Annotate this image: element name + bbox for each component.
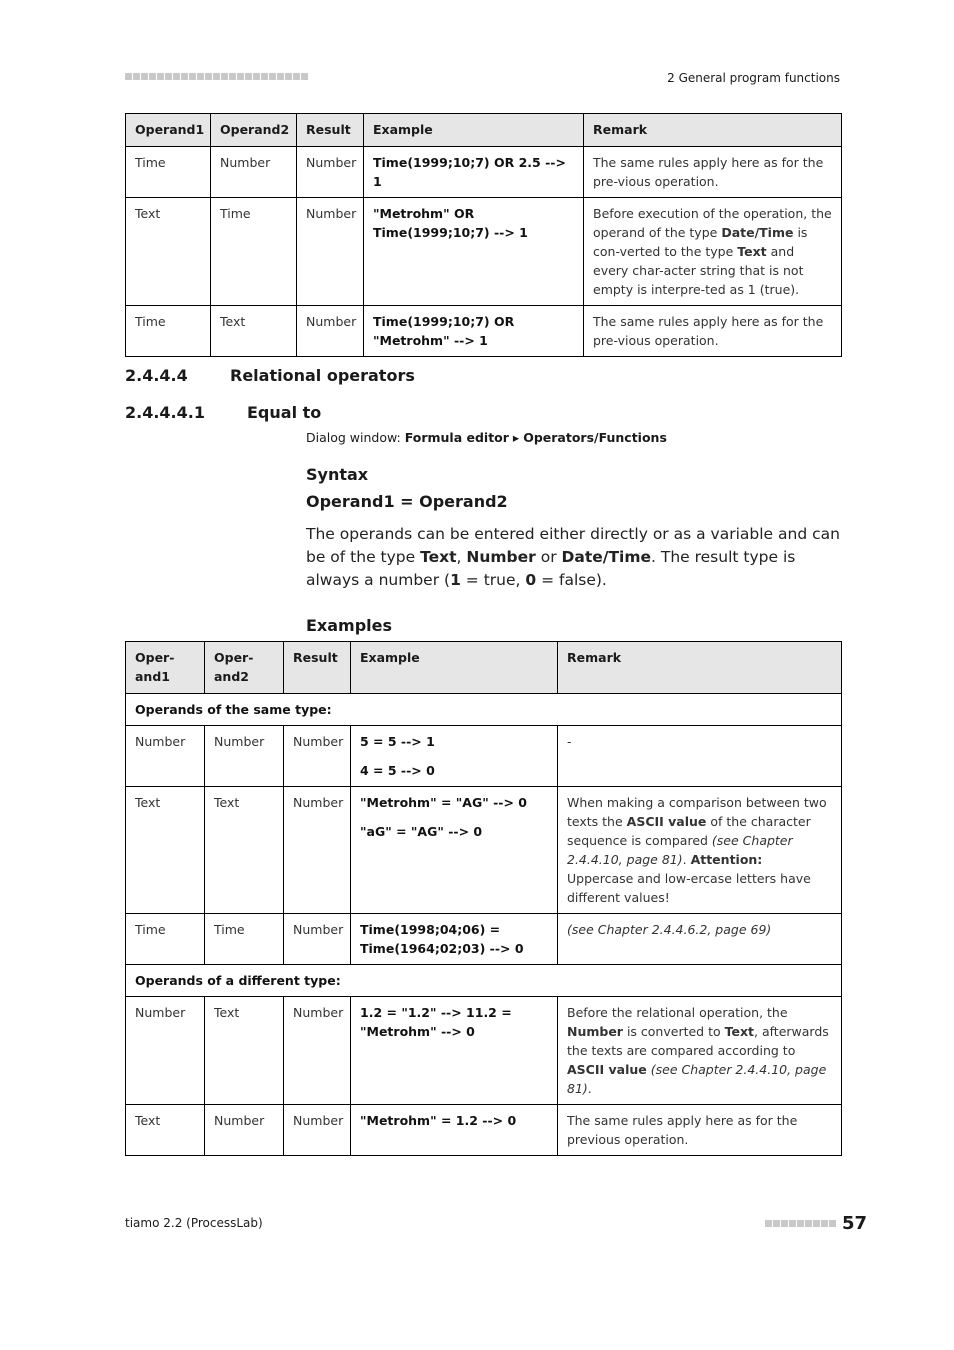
footer-page — [765, 1213, 867, 1234]
dialog-window-path: Dialog window: Formula editor ▸ Operators/Functions — [306, 430, 667, 445]
cell-remark: The same rules apply here as for the pre-vious operation. — [584, 306, 842, 357]
examples-heading: Examples — [306, 616, 393, 635]
col-header: Remark — [558, 642, 842, 694]
col-header: Oper-and2 — [205, 642, 284, 694]
cell-operand1: Text — [126, 198, 211, 306]
page-number: 57 — [841, 1213, 867, 1234]
cell-remark: - — [558, 726, 842, 787]
cell-remark: (see Chapter 2.4.4.6.2, page 69) — [558, 914, 842, 965]
syntax-line: Operand1 = Operand2 — [306, 492, 508, 511]
cell-operand1: Text — [126, 1105, 205, 1156]
subsection-heading: 2.4.4.4.1 Equal to — [125, 403, 322, 422]
group-row — [126, 694, 842, 726]
cell-example: Time(1998;04;06) = Time(1964;02;03) --> 0 — [351, 914, 558, 965]
table-row — [126, 147, 842, 198]
cell-operand1: Number — [126, 997, 205, 1105]
col-header: Remark — [584, 114, 842, 147]
cell-result: Number — [284, 1105, 351, 1156]
operator-table — [125, 113, 842, 357]
col-header: Example — [364, 114, 584, 147]
cell-operand1: Time — [126, 147, 211, 198]
cell-remark: Before execution of the operation, the operand of the type Date/Time is con-verted to the type Text and every char-acter string that is not empty is interpre-ted as 1 (true). — [584, 198, 842, 306]
table-header-row — [126, 114, 842, 147]
cell-operand1: Text — [126, 787, 205, 914]
section-heading: 2.4.4.4 Relational operators — [125, 366, 415, 385]
cell-remark: Before the relational operation, the Number is converted to Text, afterwards the texts are compared according to ASCII value (see Chapter 2.4.4.10, page 81). — [558, 997, 842, 1105]
cell-operand2: Time — [211, 198, 297, 306]
arrow-right-icon: ▸ — [512, 430, 520, 445]
examples-table — [125, 641, 842, 1156]
col-header: Operand1 — [126, 114, 211, 147]
cell-remark: When making a comparison between two texts the ASCII value of the character sequence is compared (see Chapter 2.4.4.10, page 81). Attention: Uppercase and low-ercase letters have different values! — [558, 787, 842, 914]
cell-example: 5 = 5 --> 1 4 = 5 --> 0 — [351, 726, 558, 787]
cell-operand2: Number — [205, 726, 284, 787]
cell-result: Number — [284, 726, 351, 787]
col-header: Oper-and1 — [126, 642, 205, 694]
cell-operand2: Time — [205, 914, 284, 965]
cell-operand2: Text — [211, 306, 297, 357]
group-row — [126, 965, 842, 997]
table-row — [126, 997, 842, 1105]
table-row — [126, 787, 842, 914]
group-label: Operands of a different type: — [126, 965, 842, 997]
col-header: Result — [284, 642, 351, 694]
footer-product: tiamo 2.2 (ProcessLab) — [125, 1216, 263, 1230]
syntax-heading: Syntax — [306, 465, 369, 484]
cell-result: Number — [284, 914, 351, 965]
cell-operand2: Text — [205, 787, 284, 914]
cell-operand2: Number — [205, 1105, 284, 1156]
header-section-title: 2 General program functions — [667, 71, 840, 85]
cell-remark: The same rules apply here as for the pre-vious operation. — [584, 147, 842, 198]
table-header-row — [126, 642, 842, 694]
cell-example: Time(1999;10;7) OR 2.5 --> 1 — [364, 147, 584, 198]
footer-decoration — [765, 1220, 836, 1227]
col-header: Operand2 — [211, 114, 297, 147]
col-header: Example — [351, 642, 558, 694]
col-header: Result — [297, 114, 364, 147]
cell-operand1: Time — [126, 914, 205, 965]
cell-result: Number — [284, 787, 351, 914]
table-row — [126, 726, 842, 787]
table-row — [126, 1105, 842, 1156]
cell-example: 1.2 = "1.2" --> 11.2 = "Metrohm" --> 0 — [351, 997, 558, 1105]
header-decoration — [125, 73, 308, 80]
cell-example: Time(1999;10;7) OR "Metrohm" --> 1 — [364, 306, 584, 357]
cell-result: Number — [297, 147, 364, 198]
description-paragraph: The operands can be entered either directly or as a variable and can be of the type Text, Number or Date/Time. The result type is always a number (1 = true, 0 = false). — [306, 525, 840, 589]
table-row — [126, 198, 842, 306]
cell-operand1: Time — [126, 306, 211, 357]
cell-remark: The same rules apply here as for the previous operation. — [558, 1105, 842, 1156]
cell-result: Number — [284, 997, 351, 1105]
table-row — [126, 306, 842, 357]
cell-result: Number — [297, 306, 364, 357]
cell-example: "Metrohm" = 1.2 --> 0 — [351, 1105, 558, 1156]
cell-operand2: Number — [211, 147, 297, 198]
cell-example: "Metrohm" = "AG" --> 0 "aG" = "AG" --> 0 — [351, 787, 558, 914]
group-label: Operands of the same type: — [126, 694, 842, 726]
cell-operand1: Number — [126, 726, 205, 787]
cell-operand2: Text — [205, 997, 284, 1105]
cell-example: "Metrohm" OR Time(1999;10;7) --> 1 — [364, 198, 584, 306]
cell-result: Number — [297, 198, 364, 306]
table-row — [126, 914, 842, 965]
